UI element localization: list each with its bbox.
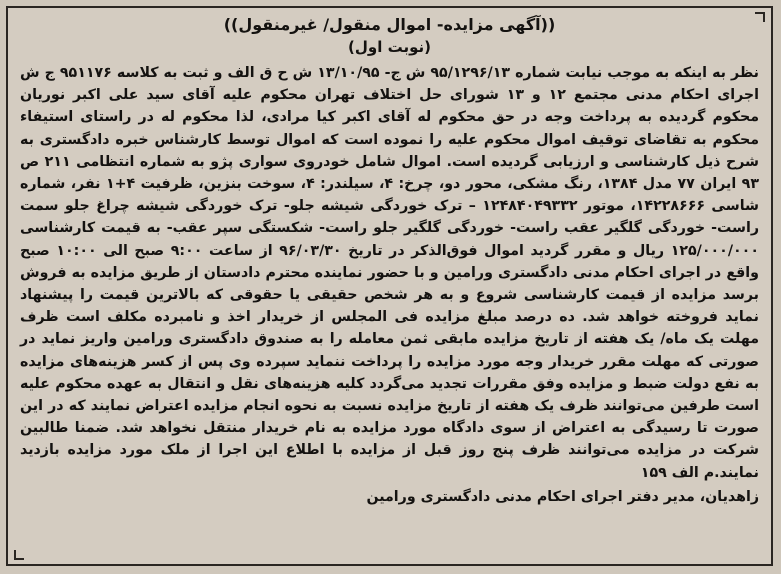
notice-title: ((آگهی مزایده- اموال منقول/ غیرمنقول)) (223, 15, 556, 34)
notice-round: (نوبت اول) (348, 38, 431, 56)
notice-signature: زاهدیان، مدیر دفتر اجرای احکام مدنی دادگستری ورامین (366, 488, 759, 505)
auction-notice (6, 6, 773, 566)
notice-body: نظر به اینکه به موجب نیابت شماره ۹۵/۱۲۹۶/۱۳ ش ج- ۱۳/۱۰/۹۵ ش ح ق الف و ثبت به کلاسه ۹۵۱۱۷۶ ج ش اجرای احکام مدنی مجتمع ۱۲ و ۱۳ شورای حل اختلاف تهران محکوم علیه آقای سید علی اکبر نوریان محکوم گردیده به پرداخت وجه در حق محکوم له آقای اکبر کیا مرادی، لذا محکوم له در راستای استیفاء محکوم به تقاضای توقیف اموال محکوم علیه را نموده است که اموال توسط کارشناس خبره دادگستری به شرح ذیل کارشناسی و ارزیابی گردیده است. اموال شامل خودروی سواری پژو به شماره انتظامی ۲۱۱ ص ۹۳ ایران ۷۷ مدل ۱۳۸۴، رنگ مشکی، محور دو، چرخ: ۴، سیلندر: ۴، سوخت بنزین، ظرفیت ۴+۱ نفر، شماره شاسی ۱۴۲۲۸۶۶۶، موتور ۱۲۴۸۴۰۴۹۳۳۲ – ترک خوردگی شیشه جلو- ترک خوردگی شیشه چراغ جلو سمت راست- خوردگی گلگیر عقب راست- خوردگی گلگیر جلو راست- شکستگی سپر عقب- به قیمت کارشناسی ۱۲۵/۰۰۰/۰۰۰ ریال و مقرر گردید اموال فوق‌الذکر در تاریخ ۹۶/۰۳/۳۰ از ساعت ۹:۰۰ صبح الی ۱۰:۰۰ صبح واقع در اجرای احکام مدنی دادگستری ورامین و با حضور نماینده محترم دادستان از طریق مزایده به فروش برسد مزایده از قیمت کارشناسی شروع و به هر شخص حقیقی یا حقوقی که بالاترین قیمت را پیشنهاد نماید فروخته خواهد شد. ده درصد مبلغ مزایده فی المجلس از خریدار اخذ و نامبرده مکلف است ظرف مهلت یک ماه/ یک هفته از تاریخ مزایده مابقی ثمن معامله را به صندوق دادگستری ورامین واریز نماید در صورتی که مهلت مقرر خریدار وجه مورد مزایده را پرداخت ننماید سپرده وی پس از کسر هزینه‌های مزایده به نفع دولت ضبط و مزایده وفق مقررات تجدید می‌گردد کلیه هزینه‌های نقل و انتقال به عهده محکوم علیه است طرفین می‌توانند ظرف یک هفته از تاریخ مزایده نسبت به نحوه انجام مزایده اعتراض نمایند که در این صورت تا رسیدگی به اعتراض از سوی دادگاه مورد مزایده به نام خریدار منتقل نخواهد شد. ضمنا طالبین شرکت در مزایده می‌توانند ظرف پنج روز قبل از مزایده با اطلاع این اجرا از ملک مورد مزایده بازدید نمایند.م الف ۱۵۹ (20, 65, 760, 481)
